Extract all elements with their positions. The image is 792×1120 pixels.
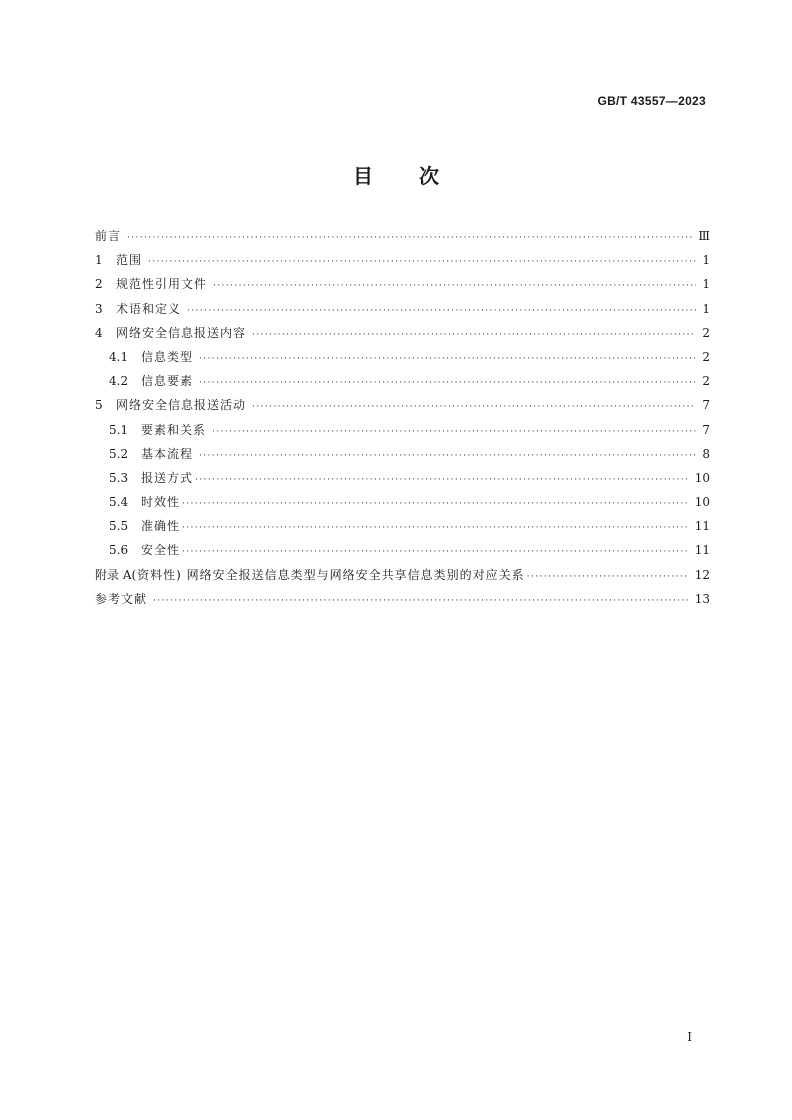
toc-entry-label: 规范性引用文件	[116, 277, 208, 292]
toc-entry-number: 5.1	[109, 422, 129, 437]
toc-entry-label: 要素和关系	[141, 422, 207, 437]
toc-leader-dots	[148, 257, 696, 267]
toc-title: 目次	[353, 164, 485, 188]
toc-leader-dots	[527, 572, 689, 582]
toc-entry-label: 参考文献	[95, 591, 148, 606]
toc-leader-dots	[199, 378, 696, 388]
toc-entry-5-5[interactable]	[95, 517, 710, 541]
toc-leader-dots	[182, 499, 689, 509]
toc-entry-page: 10	[694, 495, 710, 510]
toc-leader-dots	[182, 547, 689, 557]
toc-leader-dots	[195, 475, 689, 485]
toc-entry-label: 术语和定义	[116, 301, 182, 316]
toc-entry-label: 报送方式	[141, 470, 194, 485]
toc-entry-page: 12	[694, 567, 710, 582]
toc-entry-label: 准确性	[141, 519, 181, 534]
toc-entry-5-1[interactable]	[95, 421, 710, 445]
toc-entry-page: 7	[702, 422, 710, 437]
toc-entry-number: 附录 A	[95, 567, 132, 582]
toc-entry-5-4[interactable]	[95, 493, 710, 517]
toc-leader-dots	[199, 354, 696, 364]
toc-entry-page: 8	[702, 446, 710, 461]
toc-leader-dots	[182, 523, 689, 533]
toc-entry-4-1[interactable]	[95, 348, 710, 372]
toc-entry-page: 1	[702, 301, 710, 316]
toc-entry-5-3[interactable]	[95, 469, 710, 493]
toc-entry-page: 2	[702, 374, 710, 389]
table-of-contents	[95, 227, 710, 614]
toc-entry-2[interactable]	[95, 275, 710, 299]
toc-leader-dots	[199, 451, 696, 461]
toc-leader-dots	[187, 306, 696, 316]
toc-entry-number: 4	[95, 325, 103, 340]
toc-entry-4-2[interactable]	[95, 372, 710, 396]
toc-entry-label: (资料性) 网络安全报送信息类型与网络安全共享信息类别的对应关系	[131, 567, 525, 582]
toc-entry-number: 5.3	[109, 470, 129, 485]
toc-leader-dots	[252, 402, 696, 412]
toc-entry-4[interactable]	[95, 324, 710, 348]
toc-entry-foreword[interactable]	[95, 227, 710, 251]
toc-entry-number: 5.4	[109, 495, 129, 510]
toc-entry-3[interactable]	[95, 300, 710, 324]
toc-entry-page: 11	[694, 519, 710, 534]
toc-entry-label: 基本流程	[141, 446, 194, 461]
toc-entry-1[interactable]	[95, 251, 710, 275]
toc-entry-label: 网络安全信息报送内容	[116, 325, 247, 340]
toc-leader-dots	[153, 596, 689, 606]
toc-entry-page: 10	[694, 470, 710, 485]
toc-entry-page: Ⅲ	[698, 229, 710, 243]
toc-entry-5-2[interactable]	[95, 445, 710, 469]
toc-entry-appendix-a[interactable]	[95, 566, 710, 590]
toc-entry-label: 网络安全信息报送活动	[116, 398, 247, 413]
toc-entry-number: 3	[95, 301, 103, 316]
toc-leader-dots	[212, 427, 696, 437]
toc-entry-5-6[interactable]	[95, 541, 710, 565]
toc-entry-number: 5.2	[109, 446, 129, 461]
toc-entry-page: 2	[702, 325, 710, 340]
toc-entry-number: 5	[95, 398, 103, 413]
toc-entry-number: 2	[95, 277, 103, 292]
toc-entry-page: 1	[702, 253, 710, 268]
toc-entry-5[interactable]	[95, 396, 710, 420]
toc-entry-page: 1	[702, 277, 710, 292]
toc-entry-label: 时效性	[141, 495, 181, 510]
toc-entry-label: 信息类型	[141, 349, 194, 364]
toc-leader-dots	[213, 281, 696, 291]
toc-entry-label: 范围	[116, 253, 143, 268]
toc-entry-page: 7	[702, 398, 710, 413]
toc-entry-page: 13	[694, 591, 710, 606]
toc-entry-label: 信息要素	[141, 374, 194, 389]
toc-entry-number: 4.2	[109, 374, 129, 389]
toc-entry-number: 1	[95, 253, 103, 268]
standard-number: GB/T 43557—2023	[597, 94, 706, 108]
toc-entry-number: 5.5	[109, 519, 129, 534]
toc-entry-page: 2	[702, 349, 710, 364]
toc-entry-page: 11	[694, 543, 710, 558]
page-folio: Ⅰ	[687, 1030, 692, 1044]
toc-leader-dots	[252, 330, 696, 340]
toc-entry-number: 5.6	[109, 543, 129, 558]
toc-entry-label: 安全性	[141, 543, 181, 558]
toc-entry-bibliography[interactable]	[95, 590, 710, 614]
toc-entry-label: 前言	[95, 229, 122, 243]
toc-entry-number: 4.1	[109, 349, 129, 364]
toc-leader-dots	[127, 233, 692, 243]
